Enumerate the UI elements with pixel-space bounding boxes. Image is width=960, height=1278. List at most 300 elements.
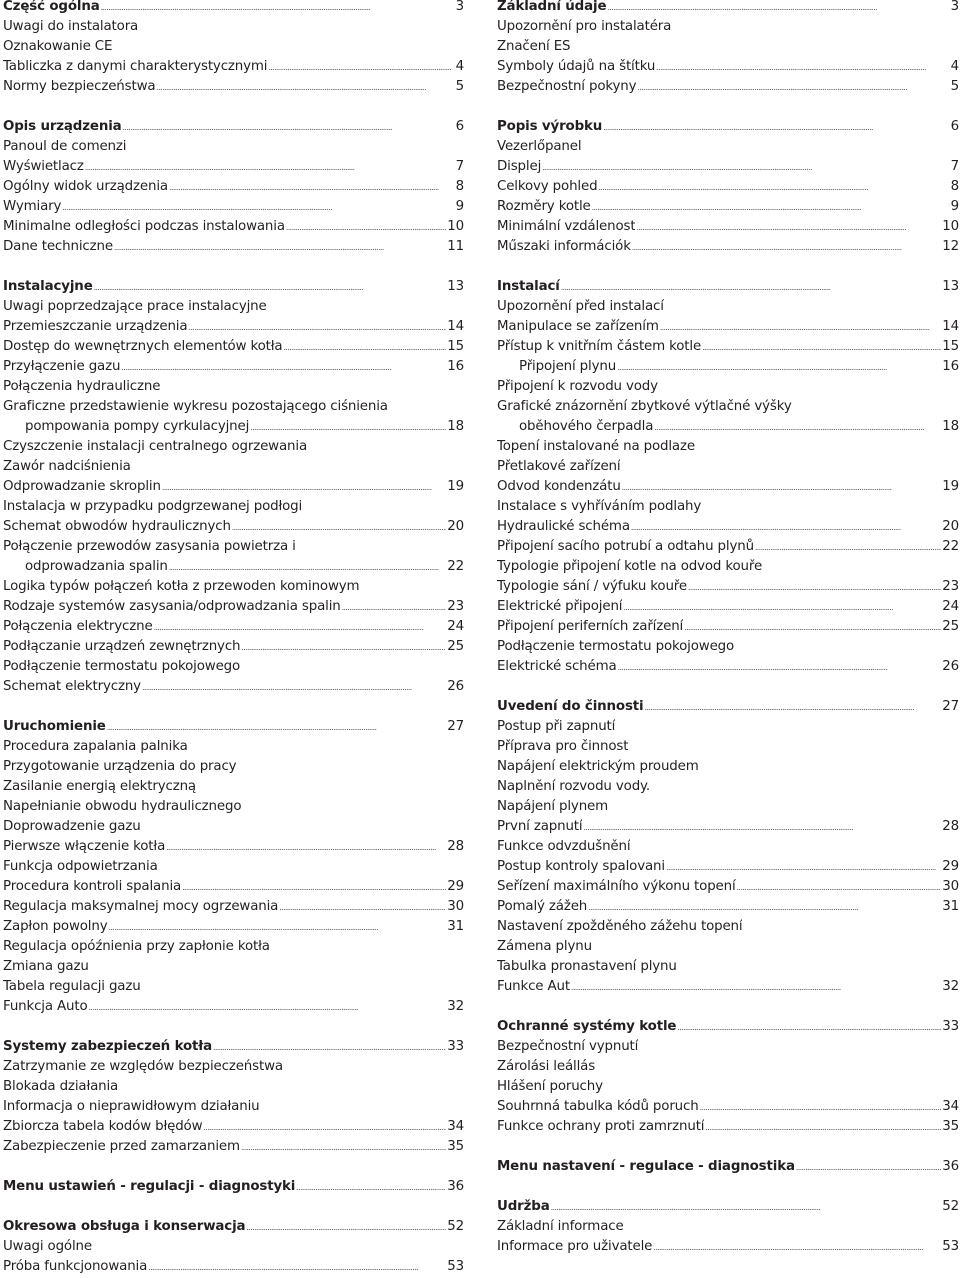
toc-section-zakladni-udaje[interactable] (497, 0, 959, 17)
toc-entry-funkce-ochrany-proti-zamrznuti[interactable] (497, 1117, 959, 1137)
toc-entry-title: Dostęp do wewnętrznych elementów kotła (3, 339, 283, 354)
dot-leader (632, 238, 941, 258)
toc-entry-title: Napełnianie obwodu hydraulicznego (3, 799, 242, 814)
toc-entry-title: Zabezpieczenie przed zamarzaniem (3, 1139, 240, 1154)
toc-entry-title: Pomalý zážeh (497, 899, 588, 914)
toc-entry-title: Přetlakové zařízení (497, 459, 621, 474)
toc-entry-title: Upozornění pro instalatéra (497, 19, 672, 34)
toc-section-popis-vyrobku[interactable] (497, 117, 959, 137)
toc-entry-upozorneni-pred-instalaci[interactable] (497, 297, 959, 317)
toc-entry-title: Podłączenie termostatu pokojowego (3, 659, 241, 674)
toc-entry-title: Připojení sacího potrubí a odtahu plynů (497, 539, 754, 554)
dot-leader (246, 1218, 446, 1238)
toc-entry-title: Műszaki információk (497, 239, 631, 254)
toc-entry-title: Uvedení do činnosti (497, 699, 644, 714)
toc-entry-title: Rodzaje systemów zasysania/odprowadzania spalin (3, 599, 341, 614)
toc-page-number: 13 (447, 279, 464, 294)
toc-page-number: 4 (950, 59, 959, 74)
toc-entry-title: Opis urządzenia (3, 119, 122, 134)
toc-entry-manipulace-se-zarizenim[interactable] (497, 317, 959, 337)
toc-entry-title: pompowania pompy cyrkulacyjnej (25, 419, 250, 434)
toc-entry-priprava-pro-cinnost[interactable] (497, 737, 959, 757)
dot-leader (169, 558, 446, 578)
toc-section-opis-urzadzenia[interactable] (3, 117, 464, 137)
dot-leader (571, 978, 941, 998)
toc-entry-naplneni-rozvodu-vody[interactable] (497, 777, 959, 797)
toc-entry-informacja-o-nieprawidlowym-dzialaniu[interactable] (3, 1097, 464, 1117)
toc-entry-funkce-aut[interactable] (497, 977, 959, 997)
toc-entry-zatrzymanie-ze-wzgledow-bezpieczenstwa[interactable] (3, 1057, 464, 1077)
toc-entry-title: Zámena plynu (497, 939, 592, 954)
toc-entry-informace-pro-uzivatele[interactable] (497, 1237, 959, 1257)
toc-section-instalacyjne[interactable] (3, 277, 464, 297)
toc-page-number: 24 (942, 599, 959, 614)
toc-entry-uwagi-ogolne[interactable] (3, 1237, 464, 1257)
dot-leader (241, 638, 446, 658)
toc-entry-schemat-obwodow-hydraulicznych[interactable] (3, 517, 464, 537)
toc-entry-title: Tabulka pronastavení plynu (497, 959, 677, 974)
toc-entry-tabela-regulacji-gazu[interactable] (3, 977, 464, 997)
dot-leader (705, 1118, 941, 1138)
dot-leader (162, 478, 446, 498)
toc-page-number: 3 (950, 0, 959, 14)
toc-entry-polaczenia-hydrauliczne[interactable] (3, 377, 464, 397)
toc-entry-muszaki-informaciok[interactable] (497, 237, 959, 257)
toc-entry-title: Tabela regulacji gazu (3, 979, 141, 994)
toc-entry-pripojeni-k-rozvodu-vody[interactable] (497, 377, 959, 397)
toc-page-number: 14 (942, 319, 959, 334)
toc-entry-title: Instalacyjne (3, 279, 93, 294)
toc-entry-odprowadzanie-skroplin[interactable] (3, 477, 464, 497)
toc-entry-title: Zatrzymanie ze względów bezpieczeństwa (3, 1059, 283, 1074)
toc-page-number: 10 (942, 219, 959, 234)
toc-entry-zaplon-powolny[interactable] (3, 917, 464, 937)
toc-entry-podlaczenie-termostatu-pokojowego[interactable] (3, 657, 464, 677)
toc-entry-elektricke-pripojeni[interactable] (497, 597, 959, 617)
toc-page-number: 22 (942, 539, 959, 554)
toc-entry-title: Typologie připojení kotle na odvod kouře (497, 559, 763, 574)
toc-entry-title: Uruchomienie (3, 719, 106, 734)
toc-page-number: 7 (455, 159, 464, 174)
toc-entry-graficzne-przedstawienie-wykresu-pozosta[interactable] (3, 397, 464, 417)
dot-leader (755, 538, 941, 558)
toc-page-number: 22 (447, 559, 464, 574)
toc-entry-zasilanie-energia-elektryczna[interactable] (3, 777, 464, 797)
toc-page-number: 7 (950, 159, 959, 174)
toc-page-number: 9 (455, 199, 464, 214)
toc-entry-typologie-pripojeni-kotle-na-odvod-koure[interactable] (497, 557, 959, 577)
toc-entry-celkovy-pohled[interactable] (497, 177, 959, 197)
toc-entry-wyswietlacz[interactable] (3, 157, 464, 177)
toc-entry-title: Popis výrobku (497, 119, 603, 134)
toc-page-number: 31 (942, 899, 959, 914)
toc-entry-title: Funkcja Auto (3, 999, 88, 1014)
toc-entry-napajeni-elektrickym-proudem[interactable] (497, 757, 959, 777)
toc-page-number: 30 (447, 899, 464, 914)
toc-entry-uwagi-poprzedzajace-prace-instalacyjne[interactable] (3, 297, 464, 317)
toc-entry-schemat-elektryczny[interactable] (3, 677, 464, 697)
toc-entry-pretlakove-zarizeni[interactable] (497, 457, 959, 477)
toc-entry-pripojeni-plynu[interactable] (497, 357, 959, 377)
toc-entry-title: Bezpečnostní vypnutí (497, 1039, 639, 1054)
toc-entry-title: Próba funkcjonowania (3, 1259, 148, 1274)
dot-leader (656, 58, 946, 78)
dot-leader (148, 1258, 446, 1278)
toc-entry-title: Displej (497, 159, 542, 174)
toc-page-number: 26 (942, 659, 959, 674)
toc-entry-title: Uwagi poprzedzające prace instalacyjne (3, 299, 267, 314)
dot-leader (592, 198, 946, 218)
toc-entry-title: Połączenia hydrauliczne (3, 379, 161, 394)
toc-page-number: 15 (447, 339, 464, 354)
toc-entry-title: Przyłączenie gazu (3, 359, 121, 374)
toc-entry-title: Podłączenie termostatu pokojowego (497, 639, 735, 654)
toc-page-number: 34 (942, 1099, 959, 1114)
toc-page-number: 16 (447, 359, 464, 374)
toc-entry-title: Doprowadzenie gazu (3, 819, 141, 834)
toc-page-number: 6 (455, 119, 464, 134)
toc-entry-title: Podłączanie urządzeń zewnętrznych (3, 639, 241, 654)
toc-entry-title: Naplnění rozvodu vody. (497, 779, 651, 794)
toc-entry-postup-pri-zapnuti[interactable] (497, 717, 959, 737)
toc-entry-rodzaje-systemow-zasysania-odprowadzania[interactable] (3, 597, 464, 617)
toc-entry-title: Odvod kondenzátu (497, 479, 621, 494)
toc-entry-title: Funkcja odpowietrzania (3, 859, 158, 874)
toc-page-number: 53 (942, 1239, 959, 1254)
toc-page-number: 14 (447, 319, 464, 334)
dot-leader (62, 198, 451, 218)
toc-entry-title: Instalacja w przypadku podgrzewanej podłogi (3, 499, 303, 514)
toc-entry-title: Połączenie przewodów zasysania powietrza i (3, 539, 296, 554)
toc-entry-title: Normy bezpieczeństwa (3, 79, 156, 94)
toc-entry-prvni-zapnuti[interactable] (497, 817, 959, 837)
dot-leader (636, 218, 941, 238)
toc-page-number: 27 (447, 719, 464, 734)
toc-page-number: 12 (942, 239, 959, 254)
toc-page-number: 28 (942, 819, 959, 834)
toc-entry-title: Ochranné systémy kotle (497, 1019, 677, 1034)
toc-entry-pomaly-zazeh[interactable] (497, 897, 959, 917)
toc-entry-title: Funkce ochrany proti zamrznutí (497, 1119, 705, 1134)
toc-entry-panoul-de-comenzi[interactable] (3, 137, 464, 157)
toc-entry-title: Základní informace (497, 1219, 624, 1234)
toc-section-menu-nastaveni-regulace-diagnostika[interactable] (497, 1157, 959, 1177)
toc-entry-title: Připojení periferních zařízení (497, 619, 684, 634)
toc-page-number: 29 (447, 879, 464, 894)
toc-entry-blokada-dzialania[interactable] (3, 1077, 464, 1097)
toc-entry-normy-bezpieczenstwa[interactable] (3, 77, 464, 97)
toc-entry-title: Schemat elektryczny (3, 679, 141, 694)
dot-leader (588, 898, 941, 918)
toc-entry-title: Okresowa obsługa i konserwacja (3, 1219, 246, 1234)
toc-entry-dostep-do-wewnetrznych-elementow-kotla[interactable] (3, 337, 464, 357)
toc-entry-souhrnna-tabulka-kodu-poruch[interactable] (497, 1097, 959, 1117)
dot-leader (551, 1198, 942, 1218)
toc-page-number: 27 (942, 699, 959, 714)
toc-entry-pierwsze-wlaczenie-kotla[interactable] (3, 837, 464, 857)
toc-entry-tabulka-pronastaveni-plynu[interactable] (497, 957, 959, 977)
dot-leader (583, 818, 941, 838)
toc-section-menu-ustawien-regulacji-diagnostyki[interactable] (3, 1177, 464, 1197)
toc-page-number: 18 (942, 419, 959, 434)
toc-entry-title: Blokada działania (3, 1079, 119, 1094)
toc-page-number: 8 (455, 179, 464, 194)
toc-entry-tabliczka-z-danymi-charakterystycznymi[interactable] (3, 57, 464, 77)
toc-page-number: 35 (447, 1139, 464, 1154)
dot-leader (279, 898, 446, 918)
dot-leader (684, 618, 941, 638)
dot-leader (114, 238, 446, 258)
toc-entry-czyszczenie-instalacji-centralnego-ogrze[interactable] (3, 437, 464, 457)
dot-leader (700, 1098, 942, 1118)
toc-entry-ogolny-widok-urzadzenia[interactable] (3, 177, 464, 197)
toc-entry-pripojeni-perifernich-zarizeni[interactable] (497, 617, 959, 637)
toc-section-ochranne-systemy-kotle[interactable] (497, 1017, 959, 1037)
toc-page-number: 3 (455, 0, 464, 14)
toc-entry-title: Uwagi do instalatora (3, 19, 139, 34)
toc-entry-funkce-odvzdusneni[interactable] (497, 837, 959, 857)
toc-entry-title: Topení instalované na podlaze (497, 439, 695, 454)
toc-entry-polaczenia-elektryczne[interactable] (3, 617, 464, 637)
toc-entry-obehoveho-cerpadla[interactable] (497, 417, 959, 437)
toc-entry-polaczenie-przewodow-zasysania-powietrza[interactable] (3, 537, 464, 557)
toc-entry-przygotowanie-urzadzenia-do-pracy[interactable] (3, 757, 464, 777)
toc-section-instalaci[interactable] (497, 277, 959, 297)
toc-page-number: 5 (950, 79, 959, 94)
toc-page-number: 25 (942, 619, 959, 634)
dot-leader (677, 1018, 941, 1038)
toc-entry-title: Procedura kontroli spalania (3, 879, 182, 894)
toc-entry-title: První zapnutí (497, 819, 583, 834)
toc-entry-title: Elektrické připojení (497, 599, 623, 614)
toc-entry-title: odprowadzania spalin (25, 559, 168, 574)
toc-entry-title: Regulacja maksymalnej mocy ogrzewania (3, 899, 279, 914)
toc-page-number: 52 (447, 1219, 464, 1234)
toc-entry-title: Připojení plynu (519, 359, 617, 374)
toc-entry-dane-techniczne[interactable] (3, 237, 464, 257)
dot-leader (598, 178, 946, 198)
dot-leader (622, 478, 942, 498)
toc-entry-title: Funkce Aut (497, 979, 570, 994)
toc-entry-zmiana-gazu[interactable] (3, 957, 464, 977)
toc-entry-pompowania-pompy-cyrkulacyjnej[interactable] (3, 417, 464, 437)
toc-entry-minimalni-vzdalenost[interactable] (497, 217, 959, 237)
toc-entry-elektricke-schema[interactable] (497, 657, 959, 677)
toc-entry-title: Zmiana gazu (3, 959, 89, 974)
toc-section-okresowa-obsluga-i-konserwacja[interactable] (3, 1217, 464, 1237)
toc-entry-title: Informace pro uživatele (497, 1239, 653, 1254)
dot-leader (203, 1118, 446, 1138)
toc-entry-title: Připojení k rozvodu vody (497, 379, 658, 394)
dot-leader (688, 578, 941, 598)
toc-entry-zarolasi-leallas[interactable] (497, 1057, 959, 1077)
toc-entry-title: Zbiorcza tabela kodów błędów (3, 1119, 203, 1134)
toc-entry-bezpecnostni-vypnuti[interactable] (497, 1037, 959, 1057)
toc-page-number: 9 (950, 199, 959, 214)
toc-entry-nastaveni-zpozdeneho-zazehu-topeni[interactable] (497, 917, 959, 937)
toc-entry-zakladni-informace[interactable] (497, 1217, 959, 1237)
toc-entry-title: Postup při zapnutí (497, 719, 616, 734)
toc-entry-pristup-k-vnitrnim-castem-kotle[interactable] (497, 337, 959, 357)
toc-entry-title: Graficzne przedstawienie wykresu pozostającego ciśnienia (3, 399, 388, 414)
toc-page-number: 4 (455, 59, 464, 74)
toc-page-number: 16 (942, 359, 959, 374)
toc-entry-napelnianie-obwodu-hydraulicznego[interactable] (3, 797, 464, 817)
dot-leader (154, 618, 447, 638)
toc-entry-znaceni-es[interactable] (497, 37, 959, 57)
toc-entry-title: Manipulace se zařízením (497, 319, 659, 334)
toc-entry-funkcja-odpowietrzania[interactable] (3, 857, 464, 877)
toc-section-systemy-zabezpieczen-kotla[interactable] (3, 1037, 464, 1057)
dot-leader (85, 158, 451, 178)
toc-entry-title: Udržba (497, 1199, 550, 1214)
toc-entry-title: Oznakowanie CE (3, 39, 113, 54)
toc-entry-title: Značení ES (497, 39, 571, 54)
toc-entry-hlaseni-poruchy[interactable] (497, 1077, 959, 1097)
toc-entry-uwagi-do-instalatora[interactable] (3, 17, 464, 37)
toc-entry-title: Zárolási leállás (497, 1059, 596, 1074)
toc-entry-title: Zasilanie energią elektryczną (3, 779, 196, 794)
dot-leader (188, 318, 446, 338)
dot-leader (631, 518, 941, 538)
toc-entry-title: Vezerlőpanel (497, 139, 582, 154)
toc-entry-regulacja-maksymalnej-mocy-ogrzewania[interactable] (3, 897, 464, 917)
toc-entry-serizeni-maximalniho-vykonu-topeni[interactable] (497, 877, 959, 897)
toc-page-number: 35 (942, 1119, 959, 1134)
toc-entry-title: Postup kontroly spalovani (497, 859, 665, 874)
dot-leader (121, 358, 446, 378)
toc-section-uruchomienie[interactable] (3, 717, 464, 737)
toc-entry-title: Menu ustawień - regulacji - diagnostyki (3, 1179, 296, 1194)
toc-entry-title: Elektrické schéma (497, 659, 617, 674)
toc-entry-postup-kontroly-spalovani[interactable] (497, 857, 959, 877)
toc-section-udrzba[interactable] (497, 1197, 959, 1217)
dot-leader (617, 358, 941, 378)
toc-entry-odprowadzania-spalin[interactable] (3, 557, 464, 577)
toc-entry-rozmery-kotle[interactable] (497, 197, 959, 217)
toc-entry-title: Napájení plynem (497, 799, 609, 814)
toc-entry-procedura-kontroli-spalania[interactable] (3, 877, 464, 897)
toc-entry-graficke-znazorneni-zbytkove-vytlacne-vy[interactable] (497, 397, 959, 417)
toc-entry-title: Logika typów połączeń kotła z przewoden kominowym (3, 579, 360, 594)
toc-entry-title: Bezpečnostní pokyny (497, 79, 637, 94)
toc-entry-title: Panoul de comenzi (3, 139, 127, 154)
toc-entry-hydraulicke-schema[interactable] (497, 517, 959, 537)
toc-entry-title: Przygotowanie urządzenia do pracy (3, 759, 237, 774)
dot-leader (637, 78, 946, 98)
toc-entry-zamena-plynu[interactable] (497, 937, 959, 957)
toc-entry-title: Schemat obwodów hydraulicznych (3, 519, 231, 534)
dot-leader (796, 1158, 941, 1178)
dot-leader (284, 338, 447, 358)
toc-entry-symboly-udaju-na-stitku[interactable] (497, 57, 959, 77)
dot-leader (654, 418, 941, 438)
dot-leader (156, 78, 451, 98)
toc-entry-title: Czyszczenie instalacji centralnego ogrzewania (3, 439, 307, 454)
toc-entry-title: Wymiary (3, 199, 62, 214)
toc-entry-doprowadzenie-gazu[interactable] (3, 817, 464, 837)
toc-entry-title: Upozornění před instalací (497, 299, 664, 314)
toc-page-number: 11 (447, 239, 464, 254)
toc-page-number: 24 (447, 619, 464, 634)
toc-page-number: 53 (447, 1259, 464, 1274)
toc-entry-upozorneni-pro-instalatera[interactable] (497, 17, 959, 37)
toc-page-number: 23 (447, 599, 464, 614)
toc-entry-instalacja-w-przypadku-podgrzewanej-podl[interactable] (3, 497, 464, 517)
toc-entry-minimalne-odleglosci-podczas-instalowani[interactable] (3, 217, 464, 237)
toc-entry-napajeni-plynem[interactable] (497, 797, 959, 817)
toc-entry-przemieszczanie-urzadzenia[interactable] (3, 317, 464, 337)
toc-entry-oznakowanie-ce[interactable] (3, 37, 464, 57)
toc-entry-logika-typow-polaczen-kotla-z-przewoden-[interactable] (3, 577, 464, 597)
toc-entry-podlaczanie-urzadzen-zewnetrznych[interactable] (3, 637, 464, 657)
toc-entry-proba-funkcjonowania[interactable] (3, 1257, 464, 1277)
dot-leader (660, 318, 942, 338)
toc-entry-procedura-zapalania-palnika[interactable] (3, 737, 464, 757)
toc-page-number: 25 (447, 639, 464, 654)
toc-entry-title: Połączenia elektryczne (3, 619, 153, 634)
toc-page-number: 52 (942, 1199, 959, 1214)
toc-page-number: 33 (942, 1019, 959, 1034)
dot-leader (94, 278, 447, 298)
toc-entry-zabezpieczenie-przed-zamarzaniem[interactable] (3, 1137, 464, 1157)
toc-entry-displej[interactable] (497, 157, 959, 177)
dot-leader (607, 0, 946, 18)
toc-section-czesc-ogolna[interactable] (3, 0, 464, 17)
toc-entry-vezerlopanel[interactable] (497, 137, 959, 157)
dot-leader (250, 418, 446, 438)
toc-entry-topeni-instalovane-na-podlaze[interactable] (497, 437, 959, 457)
dot-leader (561, 278, 942, 298)
dot-leader (623, 598, 941, 618)
toc-entry-pripojeni-saciho-potrubi-a-odtahu-plynu[interactable] (497, 537, 959, 557)
dot-leader (169, 178, 451, 198)
dot-leader (645, 698, 942, 718)
toc-entry-funkcja-auto[interactable] (3, 997, 464, 1017)
toc-entry-wymiary[interactable] (3, 197, 464, 217)
toc-entry-title: Přístup k vnitřním částem kotle (497, 339, 702, 354)
toc-page-number: 13 (942, 279, 959, 294)
toc-page-number: 5 (455, 79, 464, 94)
toc-entry-instalace-s-vyhrivanim-podlahy[interactable] (497, 497, 959, 517)
toc-entry-zawor-nadcisnienia[interactable] (3, 457, 464, 477)
dot-leader (109, 918, 447, 938)
toc-entry-podlaczenie-termostatu-pokojowego[interactable] (497, 637, 959, 657)
toc-entry-odvod-kondenzatu[interactable] (497, 477, 959, 497)
toc-entry-title: Souhrnná tabulka kódů poruch (497, 1099, 699, 1114)
dot-leader (286, 218, 446, 238)
dot-leader (89, 998, 447, 1018)
toc-entry-przylaczenie-gazu[interactable] (3, 357, 464, 377)
toc-entry-title: Pierwsze włączenie kotła (3, 839, 166, 854)
toc-entry-title: oběhového čerpadla (519, 419, 654, 434)
toc-page-number: 8 (950, 179, 959, 194)
toc-page-number: 6 (950, 119, 959, 134)
toc-page-number: 36 (447, 1179, 464, 1194)
toc-entry-title: Minimalne odległości podczas instalowania (3, 219, 285, 234)
toc-page-number: 31 (447, 919, 464, 934)
toc-page-number: 19 (447, 479, 464, 494)
toc-entry-title: Instalací (497, 279, 560, 294)
toc-section-uvedeni-do-cinnosti[interactable] (497, 697, 959, 717)
dot-leader (182, 878, 446, 898)
toc-entry-bezpecnostni-pokyny[interactable] (497, 77, 959, 97)
dot-leader (142, 678, 446, 698)
toc-entry-typologie-sani-vyfuku-koure[interactable] (497, 577, 959, 597)
toc-entry-zbiorcza-tabela-kodow-bledow[interactable] (3, 1117, 464, 1137)
toc-page-number: 18 (447, 419, 464, 434)
toc-entry-regulacja-opoznienia-przy-zaplonie-kotla[interactable] (3, 937, 464, 957)
